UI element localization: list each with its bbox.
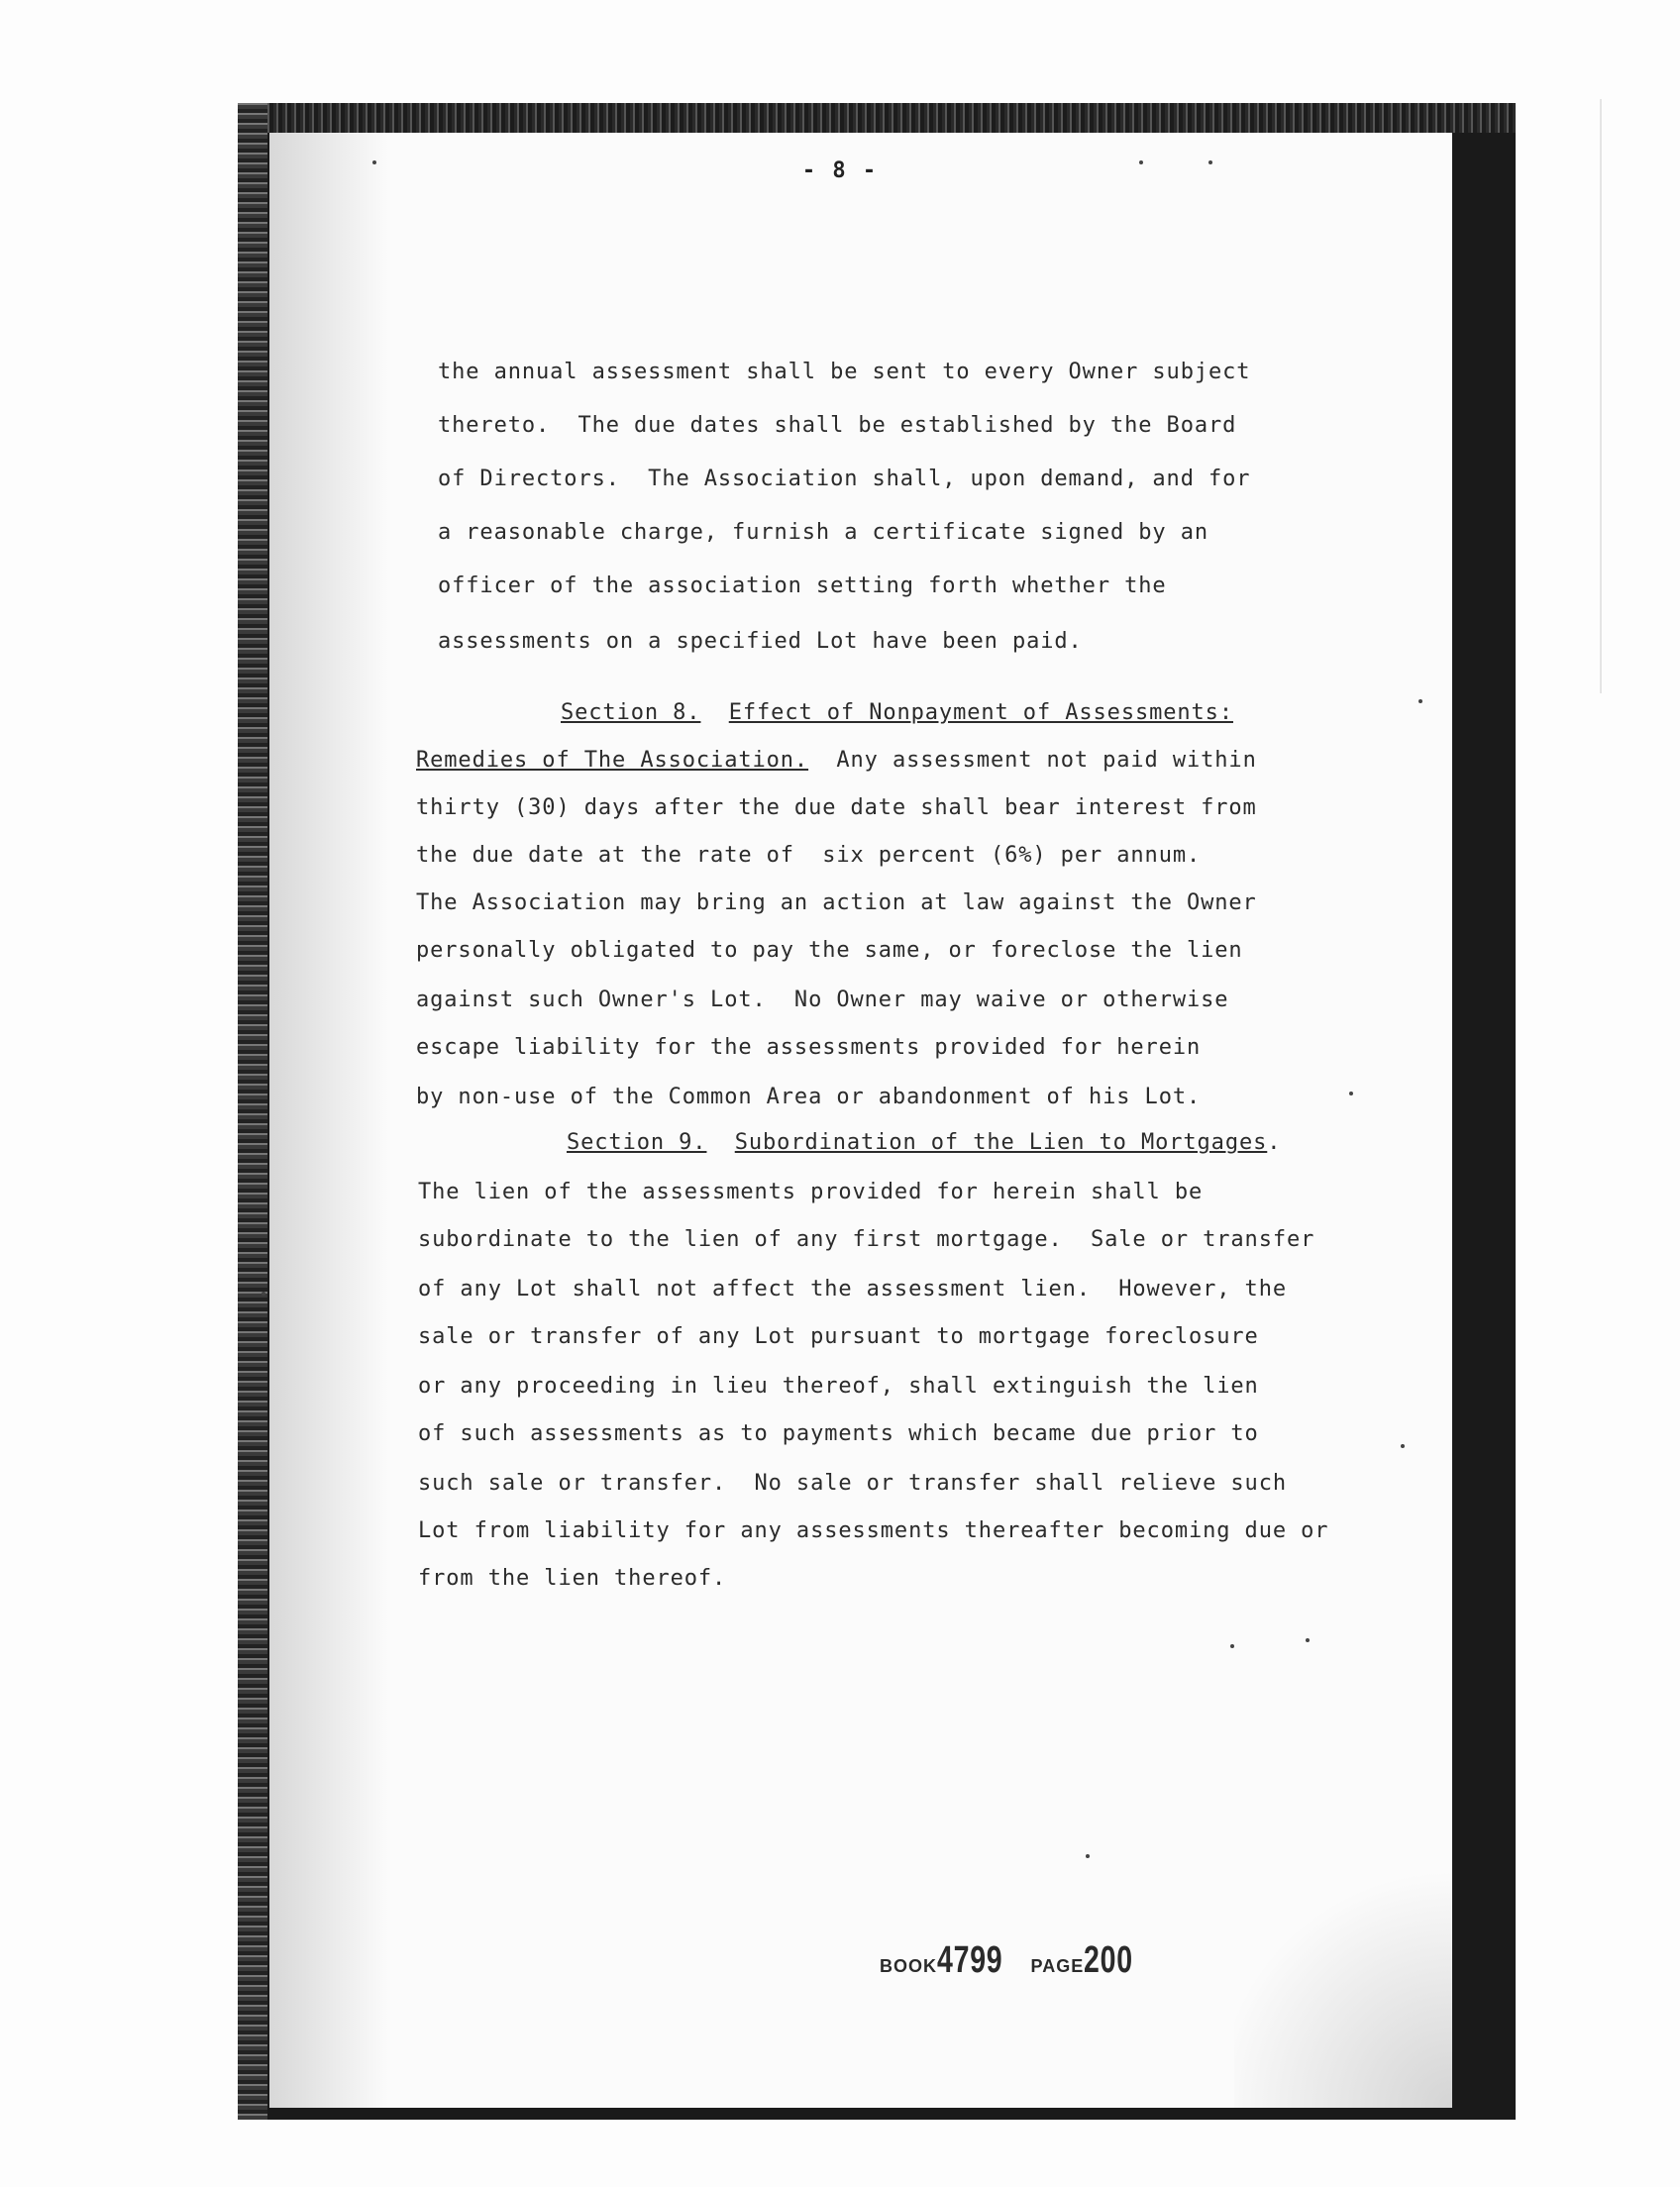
scan-speck <box>1086 1854 1090 1858</box>
text-line: of any Lot shall not affect the assessment lien. However, the <box>418 1277 1287 1302</box>
section-8-title: Effect of Nonpayment of Assessments: <box>728 700 1233 725</box>
stamp-page-label: PAGE <box>1030 1956 1085 1976</box>
scan-speck <box>1349 1092 1353 1095</box>
text-line: Remedies of The Association. Any assessment not paid within <box>416 748 1257 773</box>
section-8-label: Section 8. <box>561 700 701 725</box>
scan-edge-line <box>1600 99 1602 693</box>
scan-speck <box>1418 699 1422 703</box>
text-line: The lien of the assessments provided for herein shall be <box>418 1180 1204 1204</box>
section-9-title: Subordination of the Lien to Mortgages <box>734 1130 1268 1155</box>
stamp-book-label: BOOK <box>880 1956 937 1976</box>
text-line: of Directors. The Association shall, upon demand, and for <box>438 467 1251 491</box>
section-9-heading: Section 9. Subordination of the Lien to Mortgages. <box>567 1130 1282 1155</box>
text-line: by non-use of the Common Area or abandonment of his Lot. <box>416 1085 1202 1109</box>
text-line: Lot from liability for any assessments thereafter becoming due or <box>418 1518 1329 1543</box>
scan-speck <box>1230 1644 1234 1648</box>
scan-speck <box>1139 160 1143 164</box>
text-line: the annual assessment shall be sent to every Owner subject <box>438 360 1251 384</box>
section-9-label: Section 9. <box>567 1130 707 1155</box>
text-line: officer of the association setting forth whether the <box>438 573 1167 598</box>
text-line: such sale or transfer. No sale or transfer shall relieve such <box>418 1471 1287 1496</box>
stamp-book-number: 4799 <box>937 1939 1003 1981</box>
section-8-title-continued: Remedies of The Association. <box>416 748 809 773</box>
scan-border-left <box>238 103 267 2120</box>
section-8-heading <box>561 699 1233 727</box>
text-line: sale or transfer of any Lot pursuant to mortgage foreclosure <box>418 1324 1259 1349</box>
text-line: or any proceeding in lieu thereof, shall extinguish the lien <box>418 1374 1259 1399</box>
scan-speck <box>1401 1444 1405 1448</box>
text-line: a reasonable charge, furnish a certificate signed by an <box>438 520 1208 545</box>
text-line: The Association may bring an action at law against the Owner <box>416 890 1257 915</box>
stamp-page-number: 200 <box>1084 1939 1134 1981</box>
text-line: against such Owner's Lot. No Owner may waive or otherwise <box>416 988 1229 1012</box>
text-line: thirty (30) days after the due date shall bear interest from <box>416 795 1257 820</box>
text-line: escape liability for the assessments provided for herein <box>416 1035 1202 1060</box>
scan-speck <box>1306 1638 1310 1642</box>
text-line: personally obligated to pay the same, or foreclose the lien <box>416 938 1243 963</box>
recording-stamp <box>880 1939 1150 1982</box>
text-line: subordinate to the lien of any first mortgage. Sale or transfer <box>418 1227 1315 1252</box>
page-number: - 8 - <box>801 158 879 183</box>
text-line: from the lien thereof. <box>418 1566 727 1591</box>
text-line: thereto. The due dates shall be established by the Board <box>438 413 1237 438</box>
scan-speck <box>1208 160 1212 164</box>
scan-border-top <box>238 103 1516 133</box>
text-line: the due date at the rate of six percent (6%) per annum. <box>416 843 1202 868</box>
scan-speck <box>262 1292 265 1296</box>
text-line: of such assessments as to payments which became due prior to <box>418 1421 1259 1446</box>
text-line: assessments on a specified Lot have been paid. <box>438 629 1083 654</box>
scan-speck <box>372 160 376 164</box>
